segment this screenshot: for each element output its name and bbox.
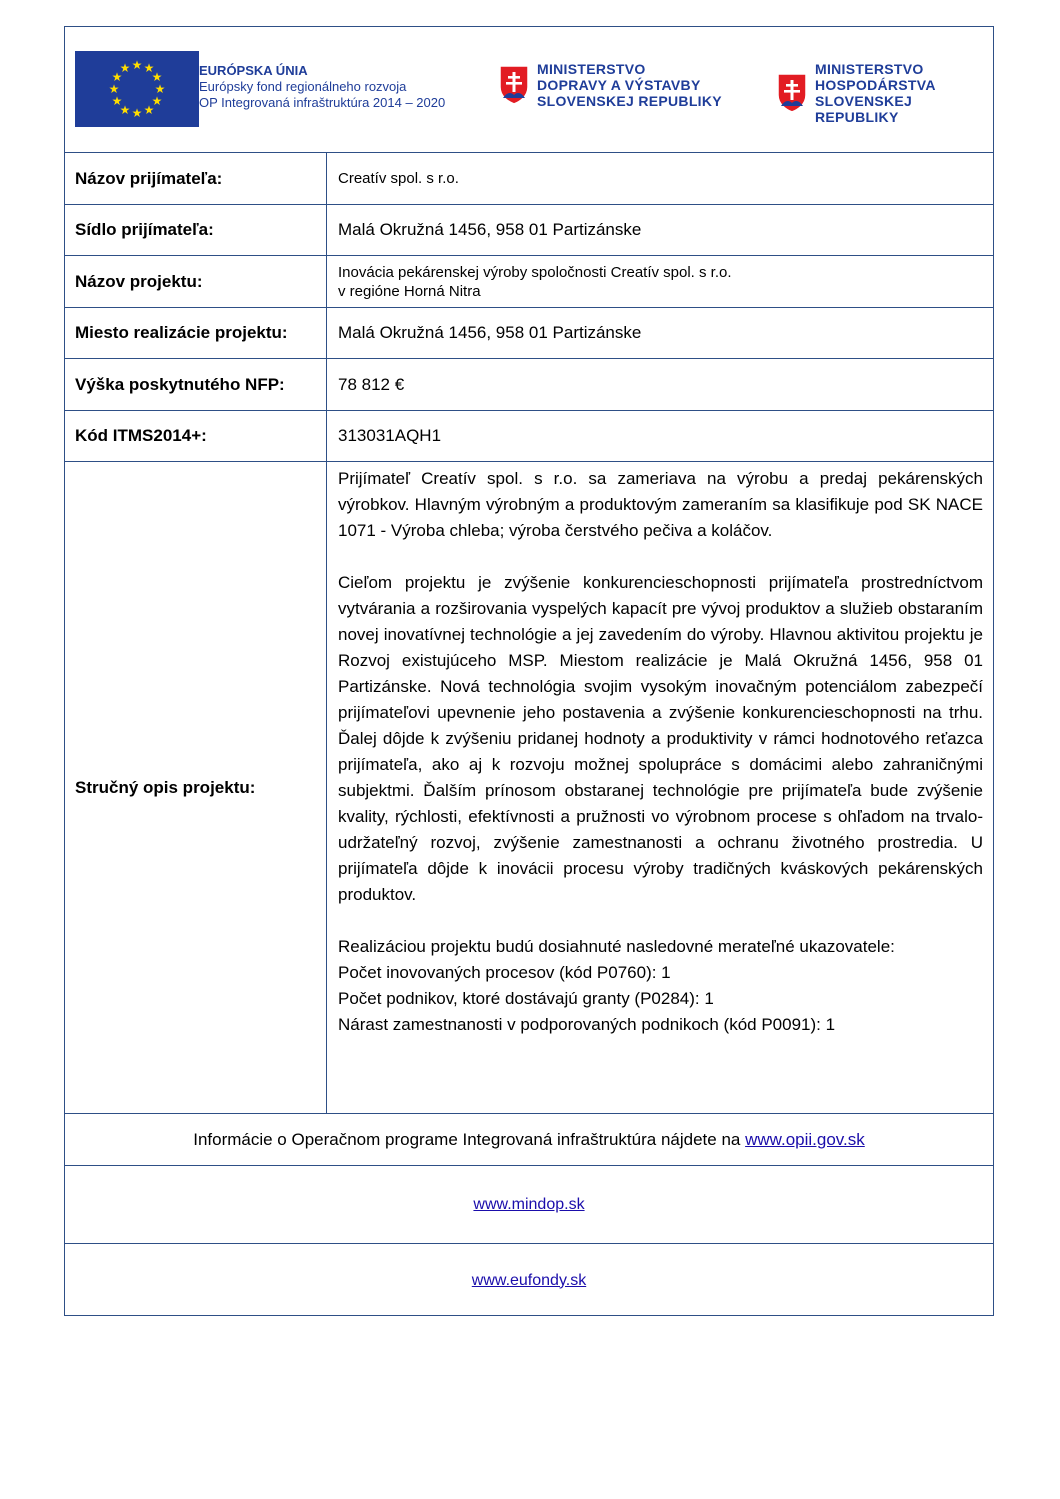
eu-fund-text <box>199 63 445 111</box>
logo-header <box>65 27 993 153</box>
row-itms <box>65 411 993 462</box>
ministry-economy-logo <box>777 61 993 125</box>
mindop-link[interactable]: www.mindop.sk <box>473 1195 585 1213</box>
label-location: Miesto realizácie projektu: <box>65 308 327 358</box>
value-description <box>327 462 993 1113</box>
svg-text:★: ★ <box>143 103 155 117</box>
row-nfp <box>65 359 993 411</box>
value-location: Malá Okružná 1456, 958 01 Partizánske <box>338 323 642 342</box>
info-text: Informácie o Operačnom programe Integrovaná infraštruktúra nájdete na <box>193 1129 741 1149</box>
svg-text:★: ★ <box>111 94 123 108</box>
svg-text:★: ★ <box>111 70 123 84</box>
row-project-name <box>65 256 993 308</box>
value-recipient-name: Creatív spol. s r.o. <box>338 170 459 187</box>
ministry2-line1: MINISTERSTVO <box>815 61 924 77</box>
eu-flag-icon <box>75 51 199 127</box>
description-paragraph-2: Cieľom projektu je zvýšenie konkurencieschopnosti prijímateľa prostredníctvom vytvárania a rozširovania vyspelých kapacít pre vývoj produktov a služieb obstaraním novej inovatívnej technológie a jej zavedením do výroby. Hlavnou aktivitou projektu je Rozvoj existujúceho MSP. Miestom realizácie je Malá Okružná 1456, 958 01 Partizánske. Nová technológia svojim vysokým inovačným potenciálom zabezpečí prijímateľovi upevnenie jeho postavenia a zvýšenie konkurencieschopnosti na trhu. Ďalej dôjde k zvýšeniu pridanej hodnoty a produktivity v rámci hodnotového reťazca prijímateľa, ako aj k rozvoju možnej spolupráce s domácimi alebo zahraničnými subjektmi. Ďalším prínosom obstaranej technológie pre prijímateľa bude zvýšenie kvality, rýchlosti, efektívnosti a pružnosti vo výrobnom procese s ohľadom na trvalo-udržateľný rozvoj, zvýšenie zamestnanosti a ochranu životného prostredia. U prijímateľa dôjde k inovácii procesu výroby tradičných kváskových pekárenských produktov. <box>338 573 983 904</box>
label-nfp: Výška poskytnutého NFP: <box>65 359 327 410</box>
document-frame <box>64 26 994 1316</box>
svg-text:★: ★ <box>154 82 166 96</box>
label-recipient-seat: Sídlo prijímateľa: <box>65 205 327 255</box>
ministry1-line3: SLOVENSKEJ REPUBLIKY <box>537 93 722 109</box>
eufondy-link[interactable]: www.eufondy.sk <box>471 1271 587 1289</box>
svg-text:★: ★ <box>119 103 131 117</box>
ministry2-line3: SLOVENSKEJ REPUBLIKY <box>815 93 913 125</box>
row-description <box>65 462 993 1114</box>
svg-text:★: ★ <box>151 70 163 84</box>
indicators-intro: Realizáciou projektu budú dosiahnuté nasledovné merateľné ukazovatele: <box>338 937 895 956</box>
ministry1-line1: MINISTERSTVO <box>537 61 646 77</box>
svg-text:★: ★ <box>143 61 155 75</box>
project-name-line2: v regióne Horná Nitra <box>338 282 481 300</box>
row-location <box>65 308 993 359</box>
value-project-name <box>338 263 732 301</box>
row-eufondy <box>65 1244 993 1317</box>
eu-fund-line: Európsky fond regionálneho rozvoja <box>199 79 407 94</box>
value-itms: 313031AQH1 <box>338 426 442 445</box>
label-project-name: Názov projektu: <box>65 256 327 307</box>
description-paragraph-1: Prijímateľ Creatív spol. s r.o. sa zameriava na výrobu a predaj pekárenských výrobkov. Hlavným výrobným a produktovým zameraním sa klasifikuje pod SK NACE 1071 - Výroba chleba; výroba čerstvého pečiva a koláčov. <box>338 469 983 540</box>
svg-text:★: ★ <box>131 106 143 120</box>
indicator-3: Nárast zamestnanosti v podporovaných podnikoch (kód P0091): 1 <box>338 1015 836 1034</box>
ministry2-line2: HOSPODÁRSTVA <box>815 77 936 93</box>
svg-text:★: ★ <box>119 61 131 75</box>
svg-text:★: ★ <box>108 82 120 96</box>
value-nfp: 78 812 € <box>338 374 405 394</box>
ministry1-line2: DOPRAVY A VÝSTAVBY <box>537 77 701 93</box>
indicator-2: Počet podnikov, ktoré dostávajú granty (P0284): 1 <box>338 989 714 1008</box>
value-recipient-seat: Malá Okružná 1456, 958 01 Partizánske <box>338 220 642 239</box>
project-name-line1: Inovácia pekárenskej výroby spoločnosti Creatív spol. s r.o. <box>338 263 732 281</box>
label-description: Stručný opis projektu: <box>65 462 327 1113</box>
svg-text:★: ★ <box>131 58 143 72</box>
slovak-crest-icon <box>499 65 529 105</box>
indicator-1: Počet inovovaných procesov (kód P0760): 1 <box>338 963 671 982</box>
label-recipient-name: Názov prijímateľa: <box>65 153 327 204</box>
row-info <box>65 1114 993 1166</box>
eu-programme-line: OP Integrovaná infraštruktúra 2014 – 2020 <box>199 95 446 110</box>
eu-title: EURÓPSKA ÚNIA <box>199 63 308 78</box>
svg-text:★: ★ <box>151 94 163 108</box>
row-recipient-seat <box>65 205 993 256</box>
row-recipient-name <box>65 153 993 205</box>
label-itms: Kód ITMS2014+: <box>65 411 327 461</box>
ministry-transport-logo <box>499 61 722 109</box>
row-mindop <box>65 1166 993 1244</box>
opii-link[interactable]: www.opii.gov.sk <box>745 1129 865 1149</box>
slovak-crest-icon <box>777 73 807 113</box>
